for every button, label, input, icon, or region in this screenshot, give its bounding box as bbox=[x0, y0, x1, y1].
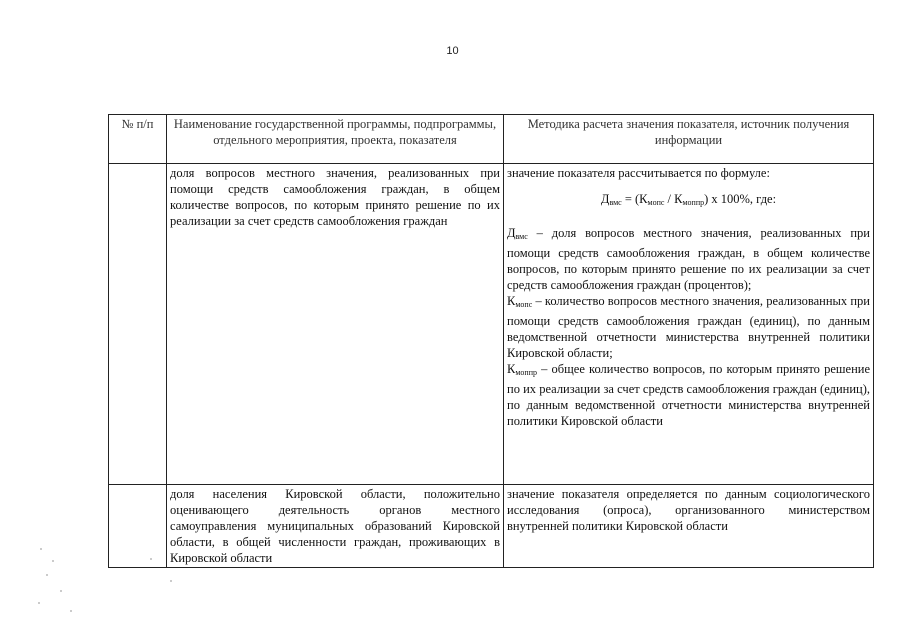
row-num bbox=[109, 485, 167, 568]
row-method: значение показателя определяется по данным социологического исследования (опроса), организованного министерством внутренней политики Кировской области bbox=[504, 485, 874, 568]
definition-kmoppr: $К_{моппр}$ – общее количество вопросов, по которым принято решение по их реализации за счет средств самообложения граждан (единиц), по данным ведомственной отчетности министерства внутренней политики Кировской области bbox=[507, 362, 870, 428]
header-name: Наименование государственной программы, подпрограммы, отдельного мероприятия, проекта, показателя bbox=[167, 115, 504, 164]
page-number: 10 bbox=[446, 45, 459, 57]
table-row bbox=[109, 485, 874, 568]
formula: $Д_{вмс} = (К_{мопс} / К_{моппр})$ x 100%, где: bbox=[600, 192, 777, 207]
definition-kmops: $К_{мопс}$ – количество вопросов местного значения, реализованных при помощи средств самообложения граждан (единиц), по данным ведомственной отчетности министерства внутренней политики Кировской области; bbox=[507, 294, 870, 360]
row-method bbox=[504, 164, 874, 485]
definition-dvms: $Д_{вмс}$ – доля вопросов местного значения, реализованных при помощи средств самообложения граждан, в общем количестве вопросов, по которым принято решение по их реализации за счет средств самообложения граждан (процентов); bbox=[507, 226, 870, 292]
table-header-row bbox=[109, 115, 874, 164]
indicator-table bbox=[108, 114, 874, 568]
row-indicator-name: доля населения Кировской области, положительно оценивающего деятельность органов местного самоуправления муниципальных образований Кировской области, в общей численности граждан, проживающих в Кировской области bbox=[167, 485, 504, 568]
method-intro: значение показателя рассчитывается по формуле: bbox=[507, 166, 770, 180]
table-row bbox=[109, 164, 874, 485]
row-indicator-name: доля вопросов местного значения, реализованных при помощи средств самообложения граждан, в общем количестве вопросов, по которым принято решение по их реализации за счет средств самообложения граждан bbox=[167, 164, 504, 485]
row-num bbox=[109, 164, 167, 485]
header-method: Методика расчета значения показателя, источник получения информации bbox=[504, 115, 874, 164]
header-num: № п/п bbox=[109, 115, 167, 164]
